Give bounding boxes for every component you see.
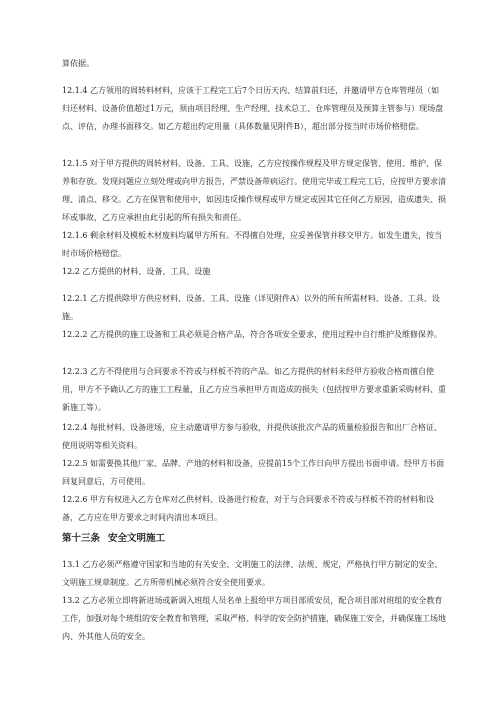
paragraph [62,82,446,136]
clause-number: 13.2 [62,596,80,605]
paragraph-text: 乙方领用的周转料材料，应该于工程完工后7个日历天内、结算前归还，并邀请甲方仓库管理员（如归还材料、设备价值超过1万元，须由项目经理、生产经理、技术总工、仓库管理员及预算主管参与）现场盘点、评估，办理书面移交。如乙方超出约定用量（具体数量见附件B），超出部分按当时市场价格赔偿。 [62,86,444,131]
paragraph-text: 每批材料、设备进场，应主动邀请甲方参与验收，并提供该批次产品的质量检验报告和出厂合格证、使用说明等相关资料。 [62,423,442,450]
clause-number: 12.2 [62,267,80,276]
section-title: 安全文明施工 [108,533,166,544]
paragraph [62,363,446,417]
clause-number: 12.2.2 [62,330,88,339]
paragraph-text: 乙方必须立即将新进场或新调入班组人员名单上报给甲方项目部质安员，配合项目部对班组的安全教育工作，加强对每个班组的安全教育和管理，采取严格、科学的安全防护措施，确保施工安全，并确保施工场地内、外其他人员的安全。 [62,596,446,641]
paragraph-text: 如需要换其他厂家、品牌、产地的材料和设备，应提前15个工作日向甲方提出书面申请。经甲方书面回复同意后，方可使用。 [62,459,445,486]
paragraph-text: 乙方必须严格遵守国家和当地的有关安全、文明施工的法律、法规、规定，严格执行甲方制定的安全、文明施工规章制度。乙方所带机械必须符合安全使用要求。 [62,560,443,587]
paragraph [62,290,446,326]
paragraph-text: 乙方提供除甲方供应材料、设备、工具、设施（详见附件A）以外的所有所需材料、设备、工具、设施。 [62,294,440,321]
paragraph [62,227,446,263]
clause-number: 12.2.5 [62,459,88,468]
section-label: 第十三条 [62,533,101,544]
paragraph [62,155,446,227]
paragraph-text: 算依据。 [62,59,94,68]
paragraph-text: 甲方有权进入乙方仓库对乙供材料、设备进行检查，对于与合同要求不符或与样板不符的材料和设备，乙方应在甲方要求之时间内清出本项目。 [62,495,434,522]
paragraph-text: 对于甲方提供的周转材料、设备、工具、设施，乙方应按操作规程及甲方规定保管、使用、维护、保养和存放。发现问题应立刻处理或向甲方报告，严禁设备带病运行。使用完毕或工程完工后，应按甲方要求清理、清点、移交。乙方在保管和使用中，如因违反操作规程或甲方规定或因其它任何乙方原因，造成遗失、损坏或事故，乙方应承担由此引起的所有损失和责任。 [62,159,446,222]
paragraph [62,592,446,646]
paragraph [62,455,446,491]
paragraph [62,55,446,73]
paragraph [62,263,446,281]
paragraph [62,419,446,455]
section-heading [62,530,446,548]
clause-number: 12.1.6 [62,231,88,240]
clause-number: 12.2.1 [62,294,88,303]
paragraph [62,556,446,592]
paragraph-text: 剩余材料及模板木材废料均属甲方所有。不得擅自处理，应妥善保管并移交甲方。如发生遗失，按当时市场价格赔偿。 [62,231,442,258]
clause-number: 12.2.3 [62,367,88,376]
clause-number: 12.1.5 [62,159,88,168]
paragraph-text: 乙方不得使用与合同要求不符或与样板不符的产品。如乙方提供的材料未经甲方验收合格而擅自使用，甲方不予确认乙方的施工工程量，且乙方应当承担甲方而造成的损失（包括按甲方要求重新采购材料、重新施工等）。 [62,367,446,412]
clause-number: 12.2.4 [62,423,88,432]
paragraph [62,491,446,527]
clause-number: 12.2.6 [62,495,88,504]
paragraph [62,326,446,344]
clause-number: 12.1.4 [62,86,88,95]
paragraph-text: 乙方提供的施工设备和工具必须是合格产品，符合各项安全要求，使用过程中自行维护及维修保养。 [90,330,442,339]
clause-number: 13.1 [62,560,80,569]
paragraph-text: 乙方提供的材料、设备、工具、设施 [82,267,211,276]
